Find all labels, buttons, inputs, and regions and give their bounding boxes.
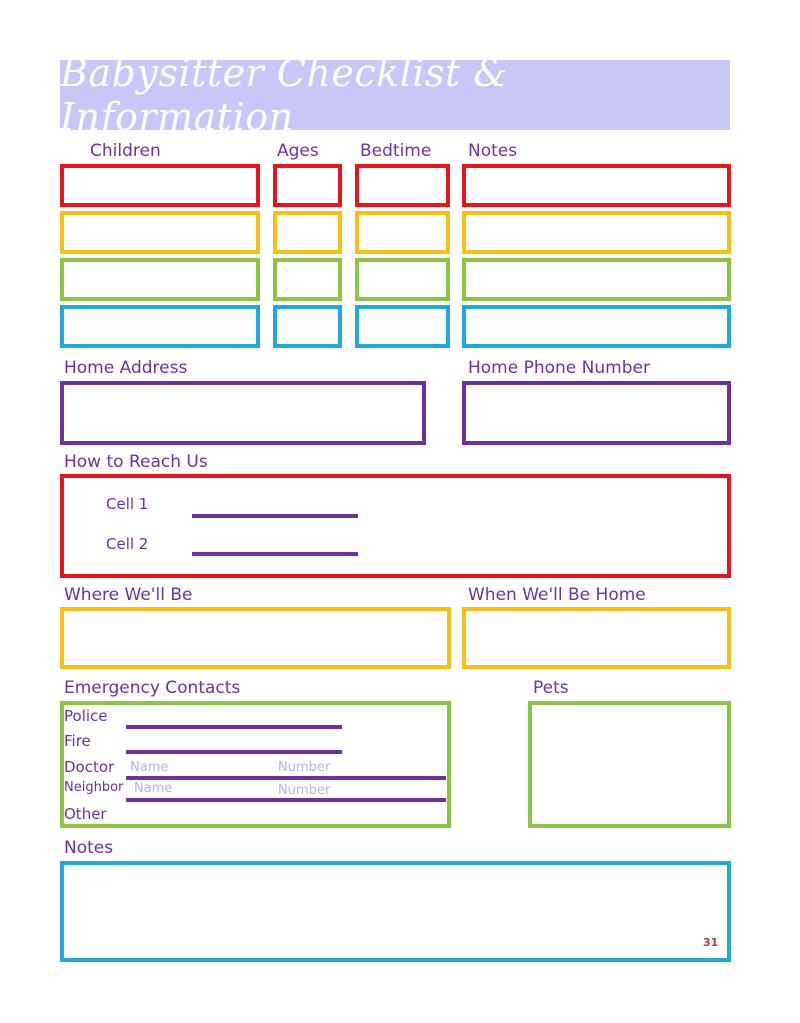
emergency-box bbox=[60, 701, 451, 828]
cell1-line[interactable] bbox=[192, 514, 358, 518]
child-name-field-2[interactable] bbox=[60, 211, 260, 254]
child-age-field-4[interactable] bbox=[273, 305, 342, 348]
when-home-field[interactable] bbox=[462, 607, 731, 669]
reach-us-label: How to Reach Us bbox=[64, 452, 208, 472]
neighbor-name-placeholder: Name bbox=[134, 781, 173, 796]
child-bedtime-field-4[interactable] bbox=[355, 305, 450, 348]
doctor-line[interactable] bbox=[126, 776, 446, 780]
neighbor-number-placeholder: Number bbox=[278, 783, 331, 798]
child-bedtime-field-1[interactable] bbox=[355, 164, 450, 207]
child-notes-field-2[interactable] bbox=[462, 211, 731, 254]
pets-label: Pets bbox=[533, 678, 569, 698]
child-name-field-3[interactable] bbox=[60, 258, 260, 301]
pets-field[interactable] bbox=[528, 701, 731, 828]
neighbor-label: Neighbor bbox=[64, 780, 124, 795]
fire-label: Fire bbox=[64, 732, 91, 750]
home-address-label: Home Address bbox=[64, 358, 188, 378]
notes-label: Notes bbox=[64, 838, 114, 858]
notes-header: Notes bbox=[468, 141, 518, 161]
ages-header: Ages bbox=[277, 141, 319, 161]
doctor-name-placeholder: Name bbox=[130, 760, 169, 775]
child-name-field-1[interactable] bbox=[60, 164, 260, 207]
cell1-label: Cell 1 bbox=[106, 495, 149, 513]
title-banner bbox=[60, 51, 730, 139]
other-label: Other bbox=[64, 805, 107, 823]
child-name-field-4[interactable] bbox=[60, 305, 260, 348]
page-title: Babysitter Checklist & Information bbox=[60, 51, 508, 139]
child-notes-field-4[interactable] bbox=[462, 305, 731, 348]
children-header: Children bbox=[90, 141, 161, 161]
emergency-label: Emergency Contacts bbox=[64, 678, 241, 698]
doctor-number-placeholder: Number bbox=[278, 760, 331, 775]
child-bedtime-field-2[interactable] bbox=[355, 211, 450, 254]
neighbor-line[interactable] bbox=[126, 798, 446, 802]
home-phone-field[interactable] bbox=[462, 381, 731, 445]
when-home-label: When We'll Be Home bbox=[468, 585, 646, 605]
reach-us-box bbox=[60, 474, 731, 578]
child-notes-field-1[interactable] bbox=[462, 164, 731, 207]
child-age-field-3[interactable] bbox=[273, 258, 342, 301]
police-label: Police bbox=[64, 707, 108, 725]
where-label: Where We'll Be bbox=[64, 585, 193, 605]
where-field[interactable] bbox=[60, 607, 451, 669]
police-line[interactable] bbox=[126, 725, 342, 729]
child-notes-field-3[interactable] bbox=[462, 258, 731, 301]
doctor-label: Doctor bbox=[64, 758, 115, 776]
cell2-label: Cell 2 bbox=[106, 535, 149, 553]
fire-line[interactable] bbox=[126, 750, 342, 754]
thirty-one-logo-icon: 31 bbox=[703, 936, 719, 949]
cell2-line[interactable] bbox=[192, 552, 358, 556]
child-bedtime-field-3[interactable] bbox=[355, 258, 450, 301]
notes-field[interactable] bbox=[60, 861, 731, 962]
child-age-field-2[interactable] bbox=[273, 211, 342, 254]
home-address-field[interactable] bbox=[60, 381, 426, 445]
child-age-field-1[interactable] bbox=[273, 164, 342, 207]
bedtime-header: Bedtime bbox=[360, 141, 432, 161]
home-phone-label: Home Phone Number bbox=[468, 358, 650, 378]
